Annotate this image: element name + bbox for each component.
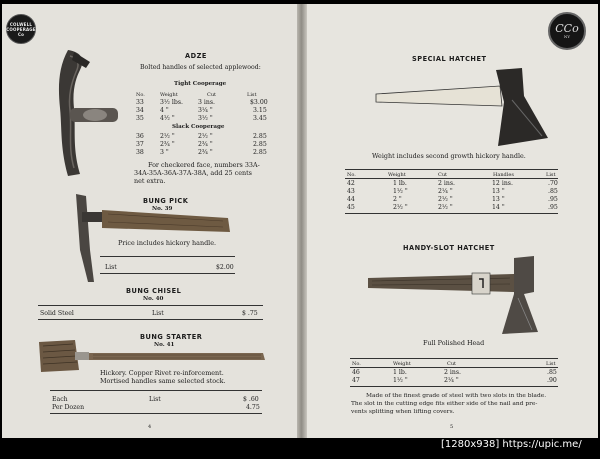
table-cell: 43 <box>347 188 355 195</box>
bung-starter-title: BUNG STARTER <box>140 333 203 341</box>
bung-pick-price: $2.00 <box>216 264 234 271</box>
hatchet-header-handles: Handles <box>493 172 514 178</box>
table-cell: 34 <box>136 107 144 114</box>
slack-cooperage-label: Slack Cooperage <box>172 124 225 130</box>
table-cell: 4½ " <box>160 115 175 122</box>
table-cell: 2½ " <box>438 196 453 203</box>
table-cell: 1½ " <box>393 377 408 384</box>
handy-header-list: List <box>546 361 556 367</box>
table-cell: 2.85 <box>253 141 267 148</box>
bung-pick-list-label: List <box>105 264 117 271</box>
table-cell: .85 <box>548 188 558 195</box>
table-cell: 3¼ " <box>198 107 213 114</box>
bung-starter-dozen-price: 4.75 <box>246 404 260 411</box>
table-cell: .95 <box>548 196 558 203</box>
table-cell: 14 " <box>492 204 505 211</box>
table-cell: 1 lb. <box>393 369 407 376</box>
bung-chisel-item: Solid Steel <box>40 310 74 317</box>
handy-slot-illustration <box>364 254 542 336</box>
table-cell: 47 <box>352 377 360 384</box>
divider <box>50 390 262 391</box>
logo-monogram: CCo <box>555 22 579 35</box>
cco-logo <box>548 12 586 50</box>
right-page-number: 5 <box>450 424 454 430</box>
bung-starter-each-label: Each <box>52 396 68 403</box>
book-fold <box>297 4 307 438</box>
adze-note-line: For checkered face, numbers 33A- <box>148 161 260 169</box>
adze-note-line: net extra. <box>134 177 166 185</box>
divider <box>100 256 235 257</box>
table-cell: 3½ " <box>198 115 213 122</box>
handy-slot-note-line: Made of the finest grade of steel with two slots in the blade. <box>366 393 547 399</box>
table-cell: 2¾ " <box>160 141 175 148</box>
table-cell: 13 " <box>492 188 505 195</box>
adze-header-cut: Cut <box>207 92 217 98</box>
hatchet-header-list: List <box>546 172 556 178</box>
bung-chisel-list-label: List <box>152 310 164 317</box>
divider <box>38 319 263 320</box>
table-cell: 2½ " <box>393 204 408 211</box>
table-cell: 2¼ " <box>444 377 459 384</box>
special-hatchet-description: Weight includes second growth hickory handle. <box>372 152 526 160</box>
handy-slot-title: HANDY-SLOT HATCHET <box>403 244 495 252</box>
handy-header-weight: Weight <box>393 361 411 367</box>
bung-starter-number: No. 41 <box>154 342 175 348</box>
table-cell: 2 " <box>393 196 402 203</box>
table-cell: 2.85 <box>253 133 267 140</box>
table-cell: 2½ " <box>160 133 175 140</box>
table-cell: 3 ins. <box>198 99 216 106</box>
handy-header-cut: Cut <box>447 361 457 367</box>
badge-line-1: COLWELL <box>9 21 33 27</box>
divider <box>100 273 235 274</box>
table-cell: 2½ " <box>438 204 453 211</box>
adze-illustration <box>50 48 125 183</box>
tight-cooperage-label: Tight Cooperage <box>174 81 227 87</box>
table-cell: 3.15 <box>253 107 267 114</box>
logo-sub: NY <box>563 34 571 39</box>
bung-starter-description: Hickory. Copper Rivet re-inforcement. <box>100 369 224 377</box>
badge-line-2: COOPERAGE <box>6 26 36 32</box>
divider <box>345 178 558 179</box>
hatchet-header-weight: Weight <box>388 172 406 178</box>
bung-starter-description: Mortised handles same selected stock. <box>100 377 226 385</box>
table-cell: 36 <box>136 133 144 140</box>
table-cell: 3.45 <box>253 115 267 122</box>
table-cell: 2½ " <box>198 133 213 140</box>
table-cell: 2.85 <box>253 149 267 156</box>
table-cell: .85 <box>547 369 557 376</box>
divider <box>350 367 558 368</box>
bung-chisel-price: $ .75 <box>242 310 258 317</box>
divider <box>350 386 558 387</box>
special-hatchet-title: SPECIAL HATCHET <box>412 55 487 63</box>
left-page-number: 4 <box>148 424 152 430</box>
bung-starter-list-label: List <box>149 396 161 403</box>
table-cell: .70 <box>548 180 558 187</box>
table-cell: 3 " <box>160 149 169 156</box>
divider <box>345 213 558 214</box>
table-cell: 12 ins. <box>492 180 513 187</box>
handy-header-no: No. <box>352 361 361 367</box>
handy-slot-caption: Full Polished Head <box>423 339 485 347</box>
table-cell: 45 <box>347 204 355 211</box>
table-cell: 2¾ " <box>198 141 213 148</box>
hatchet-header-cut: Cut <box>438 172 448 178</box>
bung-starter-dozen-label: Per Dozen <box>52 404 85 411</box>
divider <box>50 413 262 414</box>
divider <box>38 305 263 306</box>
special-hatchet-illustration <box>372 66 552 148</box>
handy-slot-note-line: The slot in the cutting edge fits either side of the nail and pre- <box>351 401 538 407</box>
adze-description: Bolted handles of selected applewood: <box>140 64 261 71</box>
table-cell: 35 <box>136 115 144 122</box>
adze-header-weight: Weight <box>160 92 178 98</box>
table-cell: $3.00 <box>250 99 268 106</box>
table-cell: 2¾ " <box>198 149 213 156</box>
colwell-badge-logo <box>6 14 36 44</box>
hatchet-header-no: No. <box>347 172 356 178</box>
table-cell: 33 <box>136 99 144 106</box>
table-cell: 42 <box>347 180 355 187</box>
table-cell: 4 " <box>160 107 169 114</box>
table-cell: .90 <box>547 377 557 384</box>
table-cell: 13 " <box>492 196 505 203</box>
table-cell: 2 ins. <box>438 180 456 187</box>
table-cell: 3½ lbs. <box>160 99 183 106</box>
bung-pick-title: BUNG PICK <box>143 197 189 205</box>
table-cell: 2 ins. <box>444 369 462 376</box>
bung-pick-number: No. 39 <box>152 206 173 212</box>
table-cell: 37 <box>136 141 144 148</box>
divider <box>345 169 558 170</box>
table-cell: 2¼ " <box>438 188 453 195</box>
badge-line-3: Co <box>17 31 25 37</box>
table-cell: 1 lb. <box>393 180 407 187</box>
watermark-text: [1280x938] https://upic.me/ <box>441 439 582 450</box>
table-cell: 46 <box>352 369 360 376</box>
adze-title: ADZE <box>185 52 207 60</box>
handy-slot-note-line: vents splitting when lifting covers. <box>351 409 455 415</box>
table-cell: 1½ " <box>393 188 408 195</box>
bung-starter-each-price: $ .60 <box>243 396 259 403</box>
bung-chisel-number: No. 40 <box>143 296 164 302</box>
bung-pick-description: Price includes hickory handle. <box>118 239 217 247</box>
adze-header-list: List <box>247 92 257 98</box>
table-cell: .95 <box>548 204 558 211</box>
bung-chisel-title: BUNG CHISEL <box>126 287 182 295</box>
adze-note-line: 34A-35A-36A-37A-38A, add 25 cents <box>134 169 252 177</box>
divider <box>350 358 558 359</box>
adze-header-no: No. <box>136 92 145 98</box>
table-cell: 44 <box>347 196 355 203</box>
table-cell: 38 <box>136 149 144 156</box>
